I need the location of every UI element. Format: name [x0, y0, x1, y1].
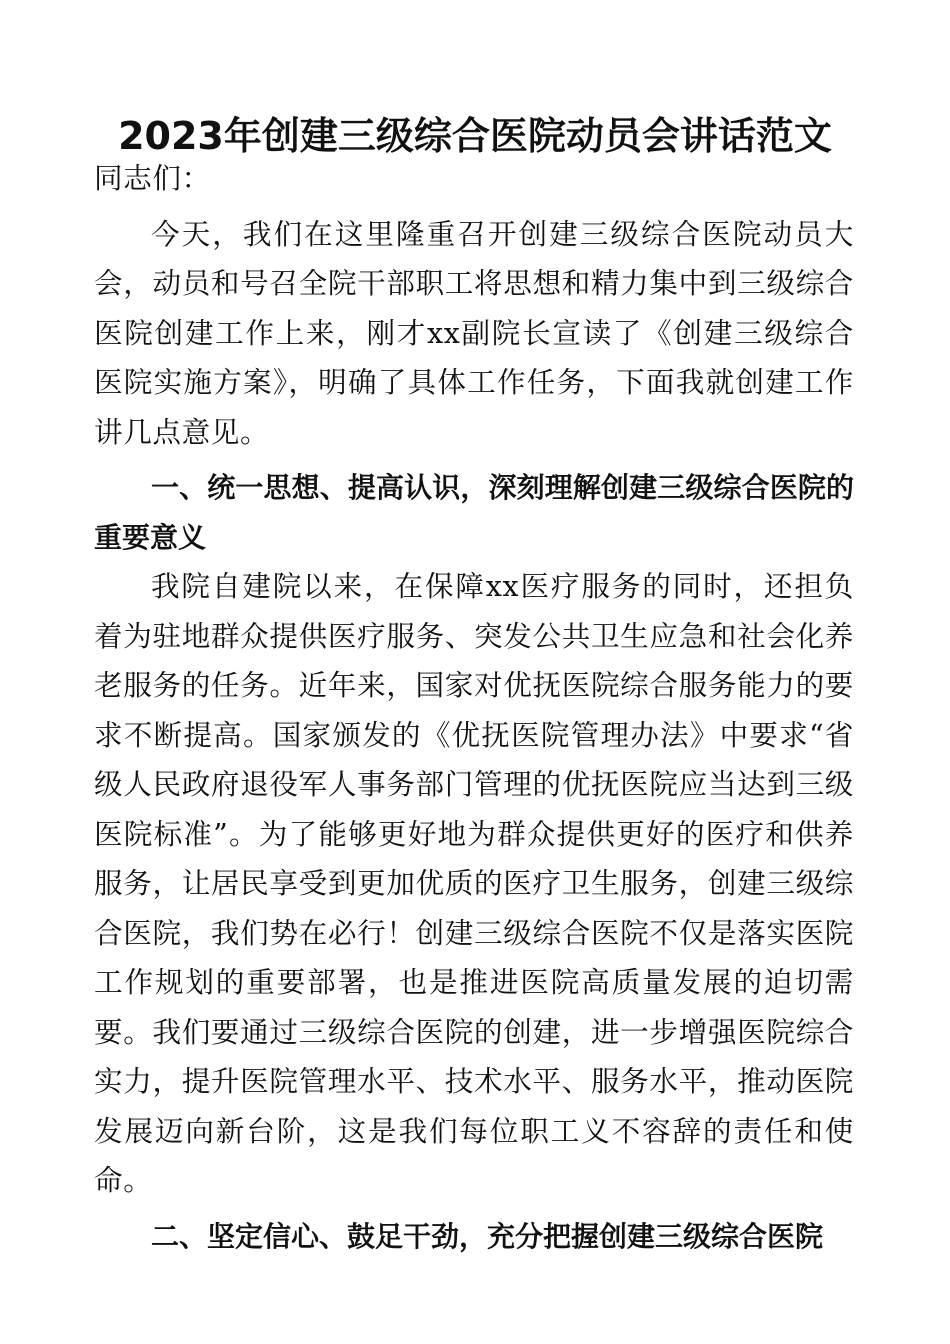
paragraph-section-1: 我院自建院以来，在保障xx医疗服务的同时，还担负着为驻地群众提供医疗服务、突发公共卫生应急和社会化养老服务的任务。近年来，国家对优抚医院综合服务能力的要求不断提高。国家颁发的《优抚医院管理办法》中要求“省级人民政府退役军人事务部门管理的优抚医院应当达到三级医院标准”。为了能够更好地为群众提供更好的医疗和供养服务，让居民享受到更加优质的医疗卫生服务，创建三级综合医院，我们势在必行！创建三级综合医院不仅是落实医院工作规划的重要部署，也是推进医院高质量发展的迫切需要。我们要通过三级综合医院的创建，进一步增强医院综合实力，提升医院管理水平、技术水平、服务水平，推动医院发展迈向新台阶，这是我们每位职工义不容辞的责任和使命。 — [94, 569, 854, 1197]
section-heading-2: 二、坚定信心、鼓足干劲，充分把握创建三级综合医院 — [151, 1219, 824, 1253]
salutation: 同志们： — [94, 161, 211, 195]
document-title: 2023年创建三级综合医院动员会讲话范文 — [118, 114, 832, 158]
paragraph-intro: 今天，我们在这里隆重召开创建三级综合医院动员大会，动员和号召全院干部职工将思想和精力集中到三级综合医院创建工作上来，刚才xx副院长宣读了《创建三级综合医院实施方案》，明确了具体工作任务，下面我就创建工作讲几点意见。 — [94, 216, 854, 449]
document-body — [94, 154, 854, 1261]
section-heading-1: 一、统一思想、提高认识，深刻理解创建三级综合医院的重要意义 — [94, 471, 854, 554]
